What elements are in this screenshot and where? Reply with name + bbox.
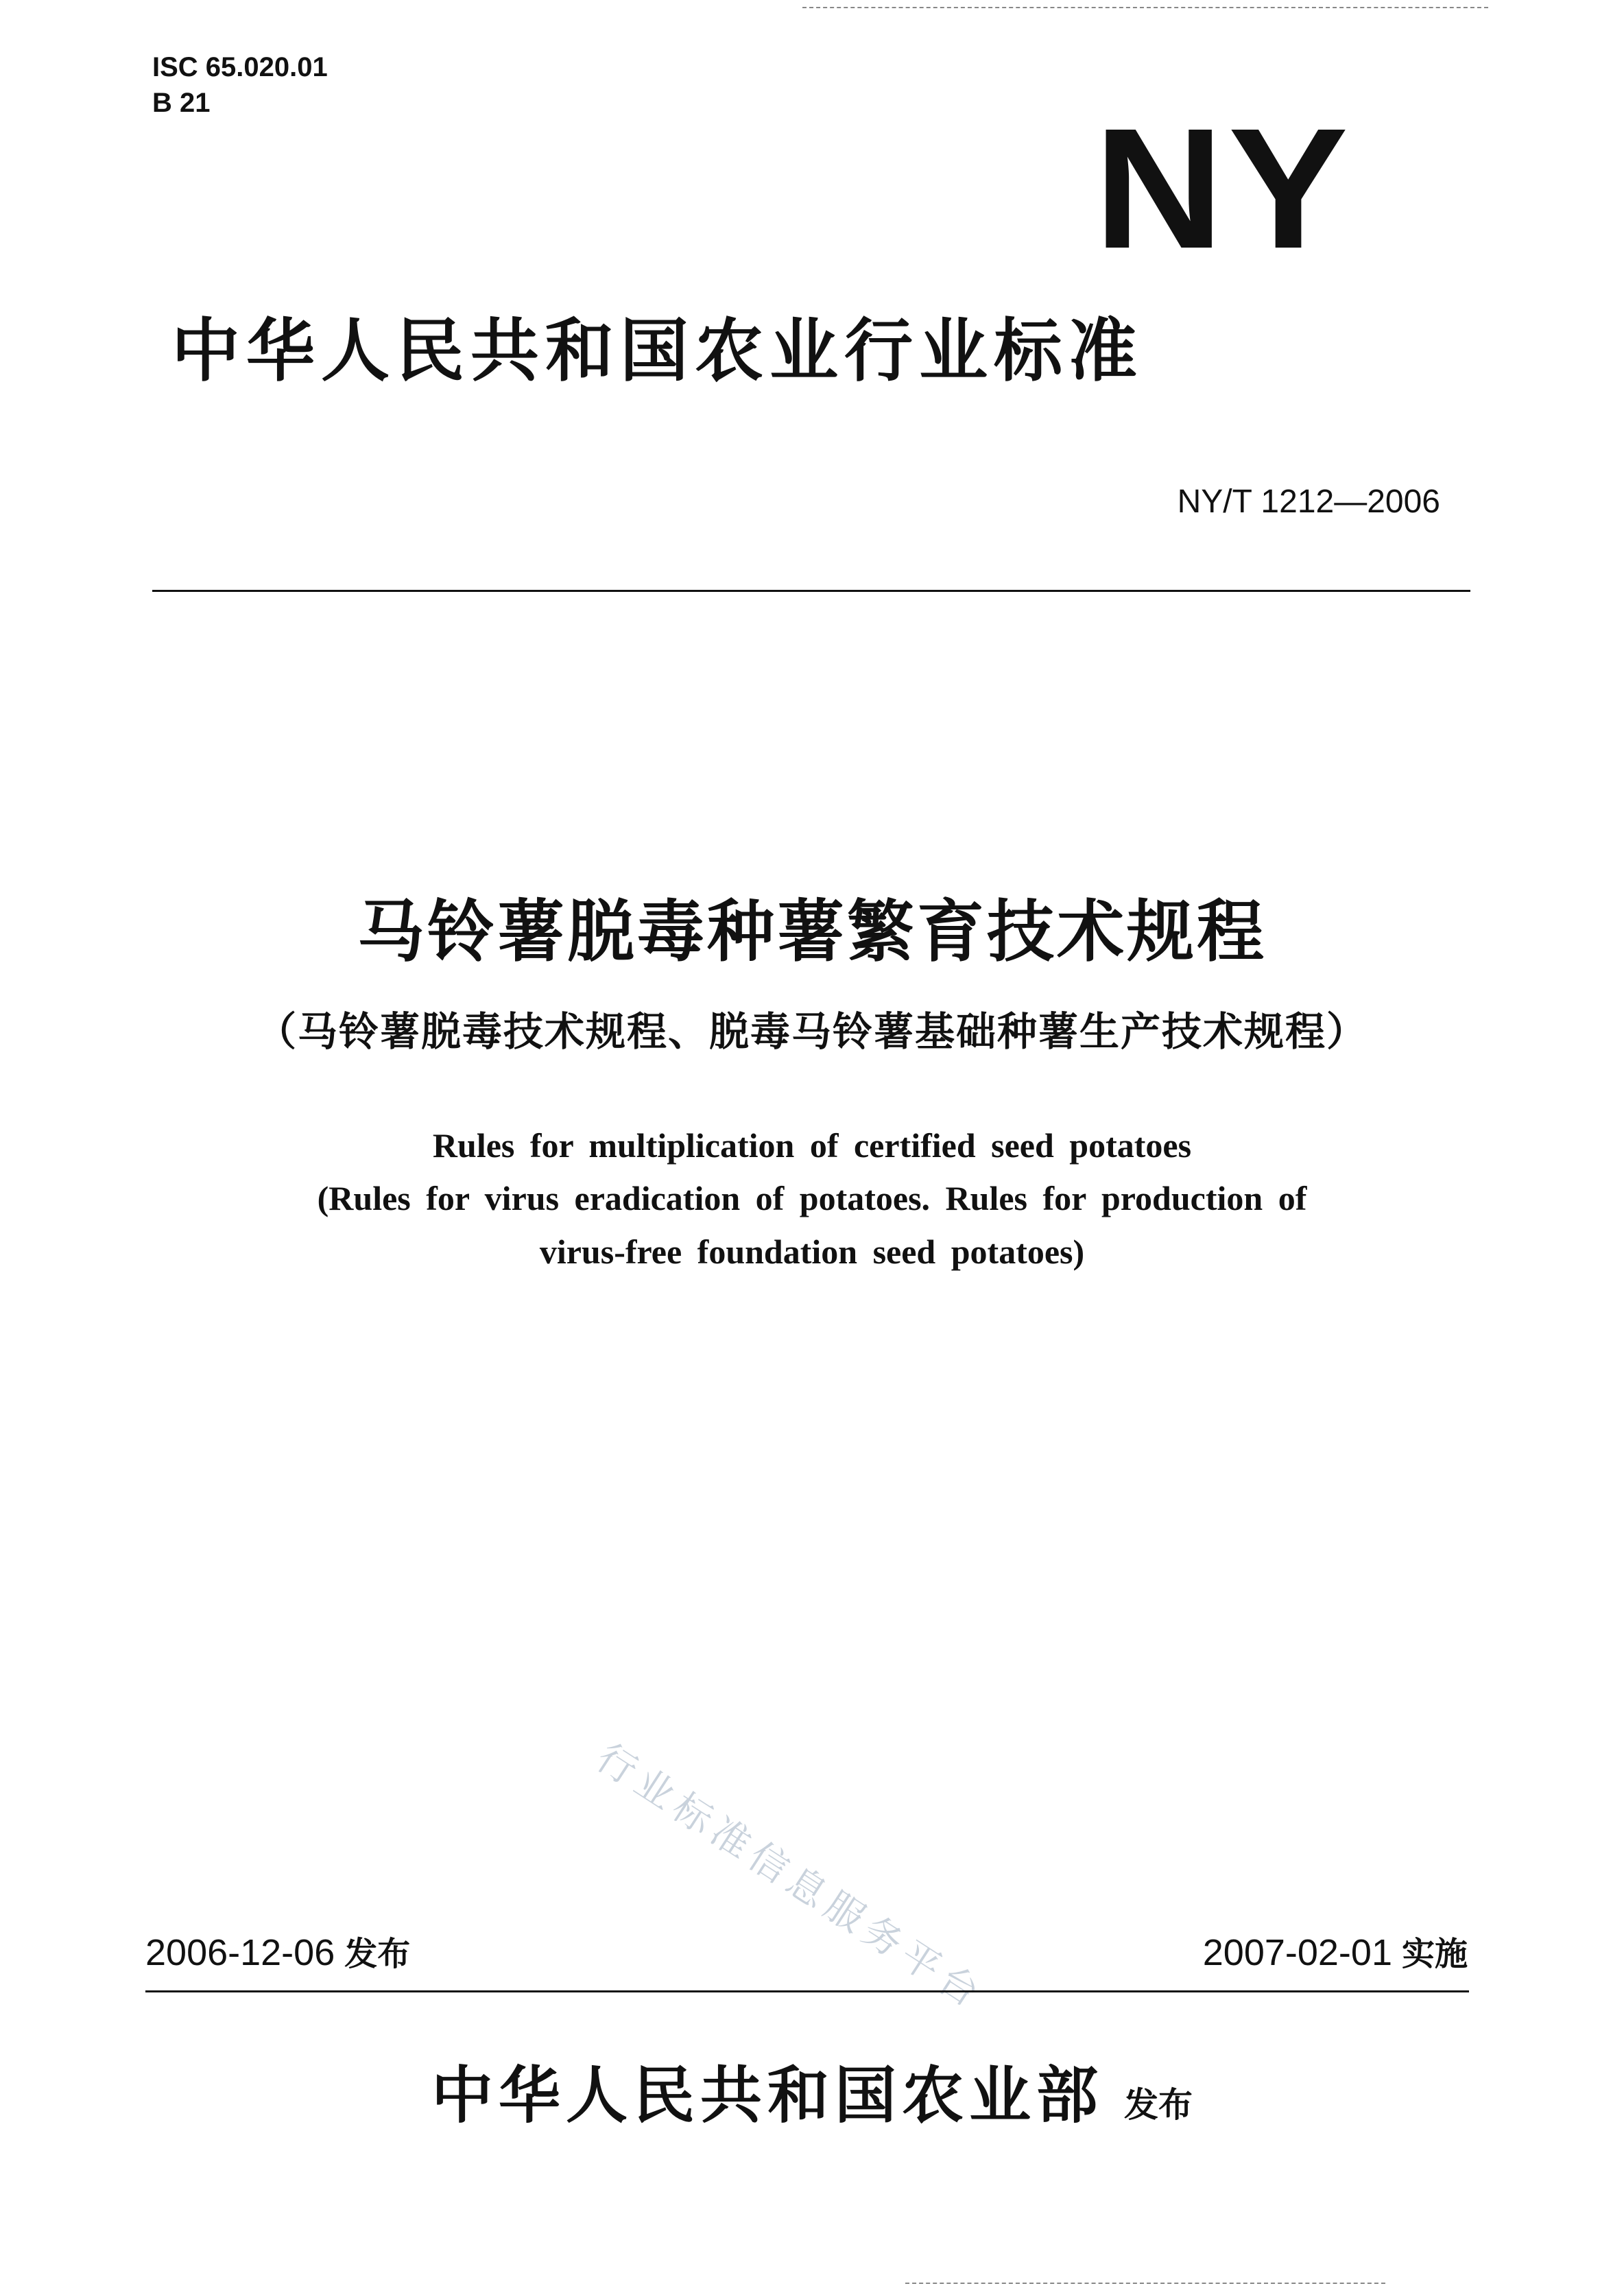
document-title-en-line1: Rules for multiplication of certified seed potatoes — [432, 1126, 1192, 1165]
standard-code: NY/T 1212—2006 — [1177, 484, 1440, 520]
publish-date-value: 2006-12-06 — [145, 1932, 335, 1973]
scan-artifact-top — [802, 7, 1488, 8]
issuer-org: 中华人民共和国农业部 — [431, 2059, 1103, 2132]
document-title-en-line2: (Rules for virus eradication of potatoes. Rules for production of — [317, 1179, 1307, 1217]
publish-date — [145, 1934, 410, 1971]
issuer — [0, 2059, 1624, 2132]
header-divider — [152, 590, 1470, 592]
effective-label: 实施 — [1401, 1935, 1468, 1973]
document-title-en-line3: virus-free foundation seed potatoes) — [539, 1233, 1085, 1271]
scan-artifact-bottom — [905, 2283, 1385, 2284]
document-subtitle-zh: （马铃薯脱毒技术规程、脱毒马铃薯基础种薯生产技术规程） — [256, 1008, 1368, 1055]
effective-date — [1203, 1934, 1468, 1971]
ics-number: ISC 65.020.01 — [152, 52, 328, 82]
standard-title: 中华人民共和国农业行业标准 — [171, 311, 1143, 391]
document-title-zh: 马铃薯脱毒种薯繁育技术规程 — [357, 893, 1267, 971]
effective-date-value: 2007-02-01 — [1202, 1932, 1392, 1973]
footer-divider — [145, 1990, 1469, 1992]
ccs-number: B 21 — [152, 88, 211, 118]
publish-label: 发布 — [344, 1935, 411, 1973]
ny-logo: NY — [1094, 93, 1353, 284]
issuer-label: 发布 — [1124, 2085, 1193, 2125]
watermark: 行业标准信息服务平台 — [588, 1735, 992, 2020]
